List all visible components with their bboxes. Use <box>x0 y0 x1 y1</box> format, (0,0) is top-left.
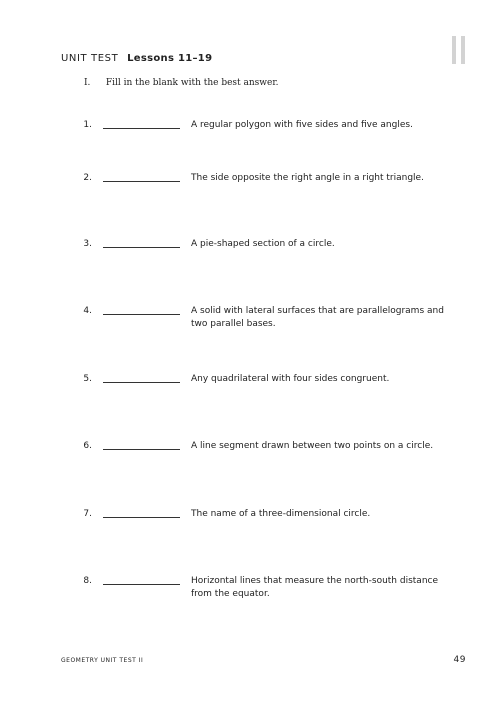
question-text: A pie-shaped section of a circle. <box>191 239 335 249</box>
answer-blank[interactable] <box>103 584 180 585</box>
answer-blank[interactable] <box>103 517 180 518</box>
answer-blank[interactable] <box>103 449 180 450</box>
question-text: The side opposite the right angle in a right triangle. <box>191 173 424 183</box>
question-number: 6. <box>83 441 92 451</box>
answer-blank[interactable] <box>103 247 180 248</box>
question-number: 3. <box>83 239 92 249</box>
question-number: 7. <box>83 509 92 519</box>
answer-blank[interactable] <box>103 382 180 383</box>
question-text: A line segment drawn between two points on a circle. <box>191 441 434 451</box>
unit-two-mark-icon <box>452 36 466 64</box>
lessons-label: Lessons 11–19 <box>127 53 213 64</box>
page-number: 49 <box>453 655 466 665</box>
section-numeral: I. <box>84 78 91 88</box>
answer-blank[interactable] <box>103 314 180 315</box>
question-number: 5. <box>83 374 92 384</box>
footer-course-label: GEOMETRY UNIT TEST II <box>61 657 144 664</box>
unit-test-label: UNIT TEST <box>61 53 119 64</box>
question-number: 4. <box>83 306 92 316</box>
section-heading <box>84 78 279 88</box>
question-number: 1. <box>83 120 92 130</box>
test-header <box>61 53 212 64</box>
question-text: A regular polygon with five sides and five angles. <box>191 120 413 130</box>
section-instruction: Fill in the blank with the best answer. <box>105 78 279 88</box>
question-text: The name of a three-dimensional circle. <box>191 509 371 519</box>
question-text: Any quadrilateral with four sides congruent. <box>191 374 390 384</box>
question-number: 2. <box>83 173 92 183</box>
question-text: Horizontal lines that measure the north-south distance from the equator. <box>191 576 439 599</box>
question-number: 8. <box>83 576 92 586</box>
question-text: A solid with lateral surfaces that are parallelograms and two parallel bases. <box>191 306 444 329</box>
answer-blank[interactable] <box>103 128 180 129</box>
answer-blank[interactable] <box>103 181 180 182</box>
